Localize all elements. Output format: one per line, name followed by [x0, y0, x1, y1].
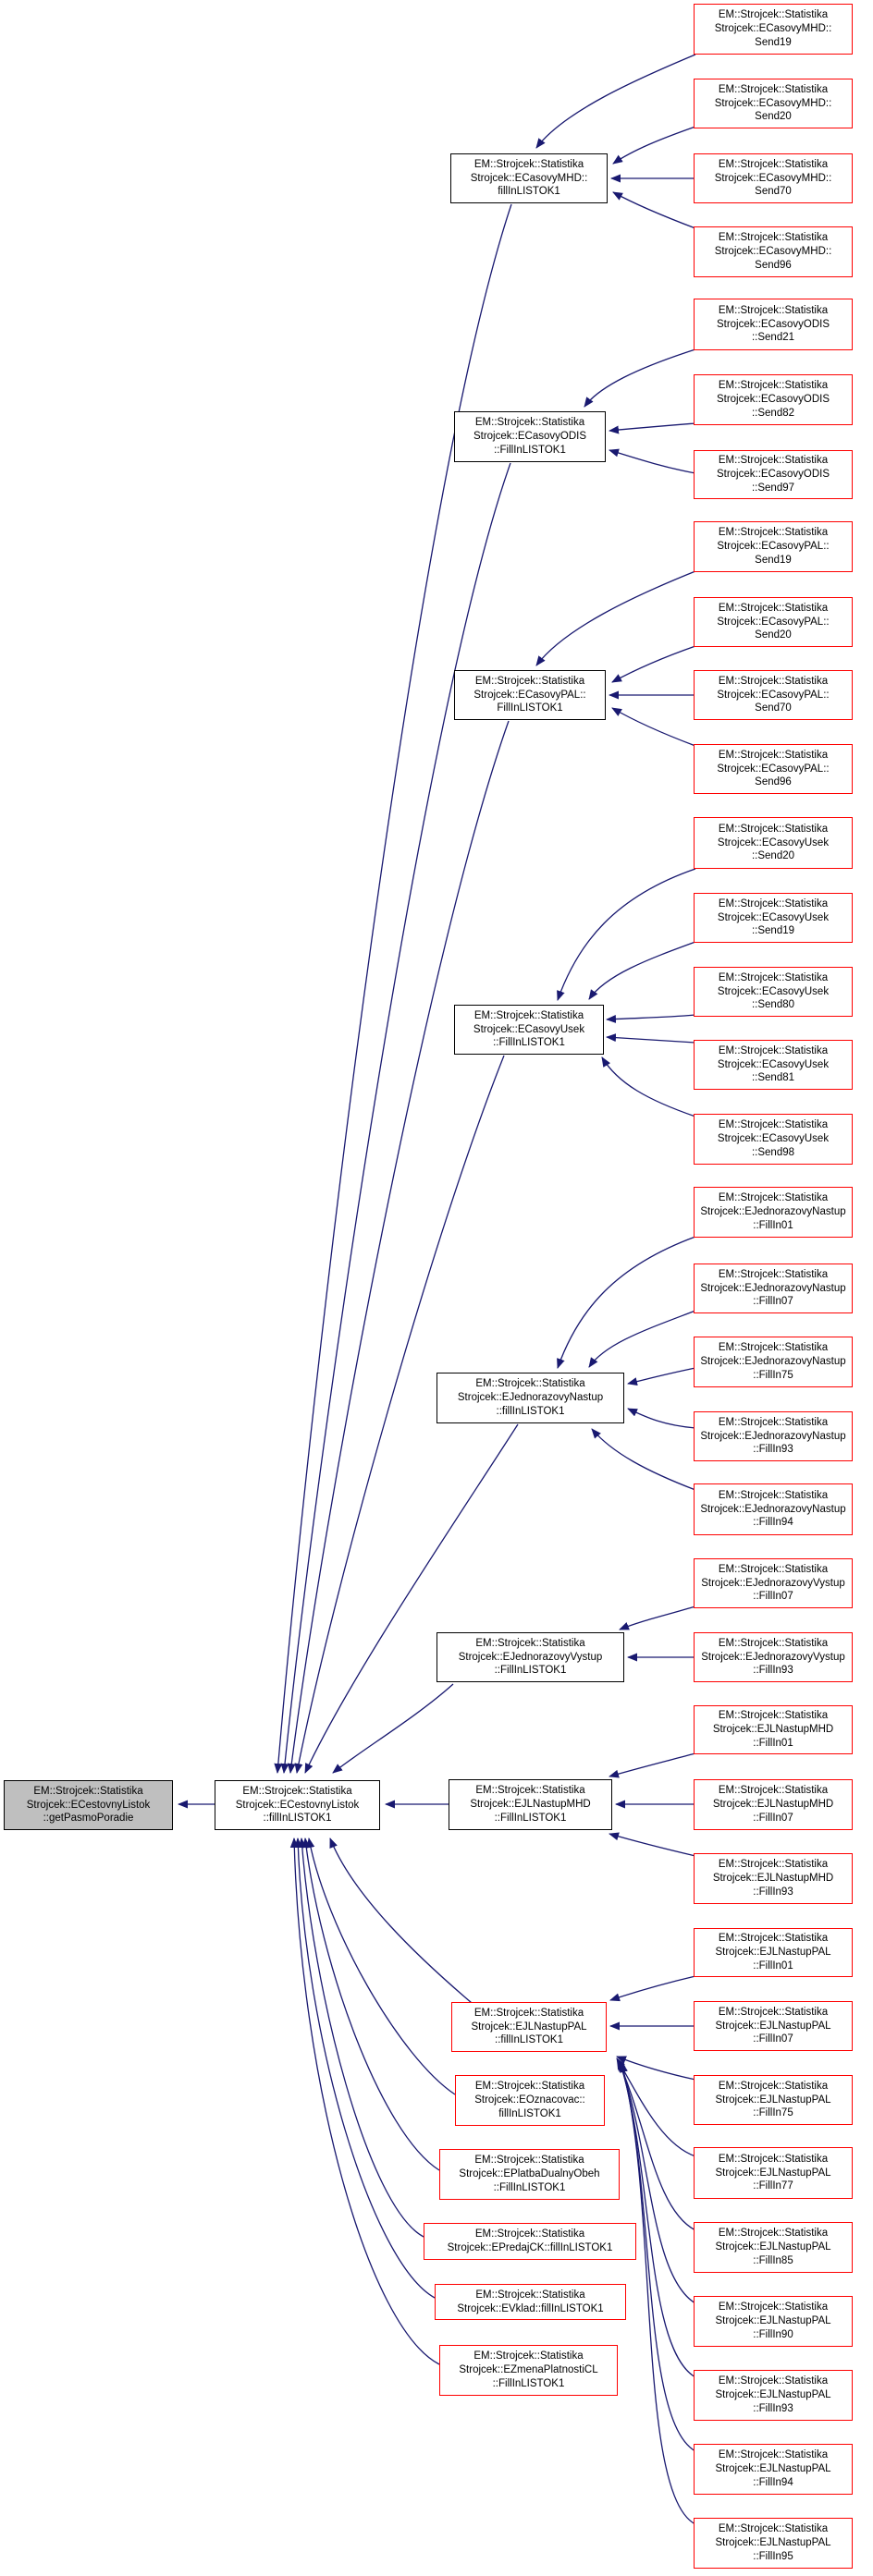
node-label-line: Strojcek::ECasovyODIS — [473, 431, 587, 443]
node-label-line: ::FillIn07 — [753, 1812, 793, 1824]
node-ejednorazovynastup-fillin07[interactable] — [694, 1264, 853, 1313]
edge-ejednorazovynastup-fillin94--ejednorazovynastup-fillinlistok1 — [592, 1429, 695, 1490]
node-label-line: EM::Strojcek::Statistika — [718, 602, 829, 614]
edge-ecasovyusek-send20--ecasovyusek-fillinlistok1 — [558, 869, 695, 1000]
node-label-line: EM::Strojcek::Statistika — [718, 1416, 829, 1428]
node-ejednorazovynastup-fillin93[interactable] — [694, 1411, 853, 1461]
edge-ejlnastuppal-fillin90--ejlnastuppal-fillinlistok1 — [619, 2060, 695, 2303]
node-label-line: EM::Strojcek::Statistika — [718, 158, 829, 170]
node-label-line: Strojcek::ECasovyPAL:: — [717, 541, 830, 553]
node-label-line: ::Send81 — [751, 1072, 795, 1084]
edge-ejlnastuppal-fillinlistok1--ecestovnylistok-fillinlistok1 — [330, 1838, 472, 2003]
node-label-line: Strojcek::EJednorazovyVystup — [458, 1651, 603, 1663]
edge-ecasovymhd-send19--ecasovymhd-fillinlistok1 — [536, 55, 695, 148]
node-label-line: EM::Strojcek::Statistika — [475, 1785, 585, 1797]
edge-ejednorazovynastup-fillin01--ejednorazovynastup-fillinlistok1 — [558, 1237, 695, 1368]
node-label-line: ::fillInLISTOK1 — [263, 1813, 332, 1825]
node-label-line: Strojcek::ECasovyODIS — [716, 394, 830, 406]
node-ecasovymhd-send96[interactable] — [694, 226, 853, 277]
node-ejlnastupmhd-fillin01[interactable] — [694, 1705, 853, 1754]
node-label-line: ::FillIn93 — [753, 2402, 793, 2414]
node-label-line: ::getPasmoPoradie — [43, 1813, 134, 1825]
node-label-line: ::FillIn07 — [753, 2033, 793, 2045]
node-label-line: Strojcek::ECestovnyListok — [26, 1799, 151, 1811]
node-ejednorazovyvystup-fillin07[interactable] — [694, 1558, 853, 1608]
node-label-line: EM::Strojcek::Statistika — [475, 1378, 585, 1390]
node-label-line: ::Send98 — [751, 1146, 795, 1158]
edge-ejednorazovynastup-fillin93--ejednorazovynastup-fillinlistok1 — [628, 1409, 695, 1428]
node-ejlnastuppal-fillin07[interactable] — [694, 2001, 853, 2051]
node-label-line: Send70 — [755, 702, 792, 714]
node-label-line: Strojcek::ECasovyODIS — [716, 318, 830, 330]
node-ejlnastupmhd-fillin07[interactable] — [694, 1779, 853, 1830]
node-ejednorazovynastup-fillin94[interactable] — [694, 1483, 853, 1535]
node-ejlnastuppal-fillin75[interactable] — [694, 2075, 853, 2125]
node-label-line: Strojcek::EJLNastupMHD — [712, 1799, 834, 1811]
node-label-line: Send20 — [755, 629, 792, 641]
node-label-line: Send70 — [755, 186, 792, 198]
node-label-line: EM::Strojcek::Statistika — [718, 2153, 829, 2165]
node-label-line: ::FillInLISTOK1 — [493, 1037, 565, 1049]
node-ejlnastupmhd-fillin93[interactable] — [694, 1853, 853, 1904]
edge-evklad-fillinlistok1--ecestovnylistok-fillinlistok1 — [298, 1838, 435, 2298]
node-ecestovnylistok-getpasmoporadie — [4, 1780, 173, 1830]
node-label-line: EM::Strojcek::Statistika — [718, 1268, 829, 1280]
node-ecasovyusek-fillinlistok1[interactable] — [454, 1005, 604, 1055]
node-label-line: EM::Strojcek::Statistika — [718, 9, 829, 21]
node-ejlnastuppal-fillin85[interactable] — [694, 2222, 853, 2273]
node-label-line: EM::Strojcek::Statistika — [718, 897, 829, 910]
node-ejednorazovyvystup-fillin93[interactable] — [694, 1632, 853, 1682]
node-label-line: fillInLISTOK1 — [498, 186, 560, 198]
edge-ecasovymhd-send20--ecasovymhd-fillinlistok1 — [613, 127, 695, 164]
node-ecasovymhd-send70[interactable] — [694, 153, 853, 203]
node-label-line: EM::Strojcek::Statistika — [33, 1785, 143, 1797]
edge-ecasovypal-send96--ecasovypal-fillinlistok1 — [612, 708, 695, 746]
node-label-line: Strojcek::EZmenaPlatnostiCL — [459, 2364, 598, 2376]
node-label-line: ::FillIn01 — [753, 1959, 793, 1972]
node-label-line: EM::Strojcek::Statistika — [718, 749, 829, 761]
node-ecasovyodis-fillinlistok1[interactable] — [454, 411, 606, 462]
edge-ejlnastupmhd-fillin01--ejlnastupmhd-fillinlistok1 — [609, 1753, 695, 1776]
edge-eplatbadualnyobeh-fillinlistok1--ecestovnylistok-fillinlistok1 — [305, 1838, 439, 2170]
node-label-line: ::Send21 — [751, 332, 795, 344]
node-label-line: Strojcek::ECasovyPAL:: — [473, 689, 586, 701]
node-label-line: EM::Strojcek::Statistika — [718, 2006, 829, 2018]
node-label-line: Strojcek::EJLNastupMHD — [712, 1873, 834, 1885]
node-label-line: EM::Strojcek::Statistika — [474, 675, 585, 687]
node-label-line: EM::Strojcek::Statistika — [718, 971, 829, 983]
node-label-line: EM::Strojcek::Statistika — [242, 1785, 352, 1797]
node-eplatbadualnyobeh-fillinlistok1[interactable] — [439, 2149, 620, 2200]
node-label-line: Strojcek::ECasovyUsek — [717, 985, 830, 997]
edge-ejlnastuppal-fillin77--ejlnastuppal-fillinlistok1 — [617, 2058, 695, 2156]
node-label-line: ::FillIn07 — [753, 1296, 793, 1308]
node-ecestovnylistok-fillinlistok1[interactable] — [215, 1780, 380, 1830]
node-ecasovyusek-send98[interactable] — [694, 1114, 853, 1165]
node-ejlnastuppal-fillin77[interactable] — [694, 2147, 853, 2199]
node-label-line: EM::Strojcek::Statistika — [718, 1637, 829, 1649]
node-label-line: Strojcek::EVklad::fillInLISTOK1 — [457, 2302, 604, 2314]
edge-ezmenaplatnosticl-fillinlistok1--ecestovnylistok-fillinlistok1 — [294, 1838, 439, 2364]
node-ecasovyusek-send19[interactable] — [694, 893, 853, 943]
node-label-line: EM::Strojcek::Statistika — [718, 1342, 829, 1354]
node-label-line: EM::Strojcek::Statistika — [474, 2228, 585, 2240]
edge-ejednorazovyvystup-fillin07--ejednorazovyvystup-fillinlistok1 — [620, 1606, 695, 1630]
node-ejlnastuppal-fillinlistok1[interactable] — [451, 2002, 607, 2052]
node-ecasovyodis-send82[interactable] — [694, 374, 853, 425]
node-label-line: Strojcek::EJednorazovyNastup — [700, 1206, 846, 1218]
node-ejednorazovynastup-fillin75[interactable] — [694, 1337, 853, 1387]
node-label-line: Strojcek::EJednorazovyNastup — [700, 1356, 846, 1368]
node-ecasovyusek-send81[interactable] — [694, 1040, 853, 1090]
node-label-line: EM::Strojcek::Statistika — [473, 158, 584, 170]
node-ejednorazovynastup-fillinlistok1[interactable] — [436, 1373, 624, 1423]
node-label-line: EM::Strojcek::Statistika — [718, 675, 829, 687]
node-label-line: ::FillIn93 — [753, 1886, 793, 1898]
node-label-line: ::FillInLISTOK1 — [494, 444, 566, 456]
node-label-line: ::FillIn90 — [753, 2328, 793, 2340]
node-label-line: ::FillIn93 — [753, 1444, 793, 1456]
node-label-line: ::FillIn01 — [753, 1737, 793, 1749]
node-label-line: EM::Strojcek::Statistika — [718, 1119, 829, 1131]
node-label-line: EM::Strojcek::Statistika — [718, 1489, 829, 1501]
node-label-line: EM::Strojcek::Statistika — [718, 2449, 829, 2461]
node-ejednorazovyvystup-fillinlistok1[interactable] — [436, 1632, 624, 1682]
edge-eoznacovac-fillinlistok1--ecestovnylistok-fillinlistok1 — [309, 1838, 455, 2094]
node-ecasovyodis-send97[interactable] — [694, 450, 853, 499]
node-label-line: ::Send97 — [751, 482, 795, 494]
edge-ejlnastuppal-fillin75--ejlnastuppal-fillinlistok1 — [617, 2057, 695, 2080]
edge-ecasovyusek-send19--ecasovyusek-fillinlistok1 — [589, 942, 695, 999]
node-label-line: Strojcek::EJLNastupPAL — [715, 2537, 831, 2549]
node-label-line: Strojcek::ECasovyODIS — [716, 469, 830, 481]
edge-ejlnastuppal-fillin01--ejlnastuppal-fillinlistok1 — [610, 1976, 695, 2000]
node-label-line: ::FillInLISTOK1 — [492, 2377, 565, 2389]
node-label-line: Strojcek::ECasovyMHD:: — [714, 23, 832, 35]
node-ejlnastuppal-fillin01[interactable] — [694, 1928, 853, 1977]
node-eoznacovac-fillinlistok1[interactable] — [455, 2075, 605, 2126]
node-label-line: ::FillInLISTOK1 — [494, 1665, 567, 1677]
node-label-line: Strojcek::EJLNastupPAL — [715, 2241, 831, 2253]
node-label-line: Strojcek::EJLNastupPAL — [715, 2020, 831, 2032]
node-label-line: Strojcek::ECasovyMHD:: — [714, 97, 832, 109]
node-ecasovypal-fillinlistok1[interactable] — [454, 670, 606, 720]
node-ejlnastupmhd-fillinlistok1[interactable] — [449, 1779, 612, 1830]
node-label-line: Strojcek::EJLNastupMHD — [470, 1799, 591, 1811]
edge-ecasovypal-send20--ecasovypal-fillinlistok1 — [612, 646, 695, 682]
node-label-line: ::FillIn95 — [753, 2550, 793, 2562]
node-ecasovymhd-fillinlistok1[interactable] — [450, 153, 608, 203]
node-label-line: Strojcek::EJLNastupPAL — [715, 2389, 831, 2401]
node-label-line: Strojcek::EJednorazovyNastup — [700, 1282, 846, 1294]
node-label-line: EM::Strojcek::Statistika — [718, 823, 829, 835]
node-label-line: Strojcek::ECasovyUsek — [717, 1133, 830, 1145]
node-label-line: EM::Strojcek::Statistika — [718, 2375, 829, 2387]
node-label-line: Send96 — [755, 776, 792, 788]
node-label-line: Strojcek::ECasovyMHD:: — [714, 246, 832, 258]
node-label-line: Send19 — [755, 36, 792, 48]
node-label-line: Strojcek::EJLNastupPAL — [715, 2463, 831, 2475]
edge-ecasovyodis-send21--ecasovyodis-fillinlistok1 — [584, 349, 695, 407]
node-label-line: EM::Strojcek::Statistika — [473, 2350, 584, 2362]
node-label-line: Strojcek::EJednorazovyNastup — [457, 1392, 604, 1404]
node-label-line: EM::Strojcek::Statistika — [473, 2007, 584, 2019]
node-label-line: EM::Strojcek::Statistika — [474, 2155, 584, 2167]
edge-ejednorazovynastup-fillin07--ejednorazovynastup-fillinlistok1 — [589, 1311, 695, 1367]
edge-ejlnastupmhd-fillin93--ejlnastupmhd-fillinlistok1 — [609, 1834, 695, 1856]
edge-ejlnastuppal-fillin85--ejlnastuppal-fillinlistok1 — [618, 2059, 695, 2230]
node-label-line: Strojcek::ECasovyUsek — [717, 911, 830, 923]
node-label-line: EM::Strojcek::Statistika — [475, 2289, 585, 2301]
node-label-line: EM::Strojcek::Statistika — [718, 1563, 829, 1575]
node-label-line: EM::Strojcek::Statistika — [474, 2081, 585, 2093]
node-ejlnastuppal-fillin94[interactable] — [694, 2444, 853, 2495]
node-label-line: ::FillIn01 — [753, 1219, 793, 1231]
edge-epredajck-fillinlistok1--ecestovnylistok-fillinlistok1 — [301, 1838, 424, 2237]
node-label-line: Strojcek::ECasovyUsek — [717, 1058, 830, 1070]
node-ecasovypal-send19[interactable] — [694, 521, 853, 572]
node-evklad-fillinlistok1[interactable] — [435, 2284, 626, 2320]
edge-ejednorazovyvystup-fillinlistok1--ecestovnylistok-fillinlistok1 — [333, 1684, 453, 1773]
node-ecasovypal-send70[interactable] — [694, 670, 853, 720]
node-label-line: ::FillIn77 — [753, 2180, 793, 2192]
node-label-line: Strojcek::ECestovnyListok — [235, 1799, 360, 1811]
node-label-line: ::FillIn75 — [753, 2107, 793, 2119]
node-label-line: ::FillIn07 — [753, 1591, 793, 1603]
node-label-line: EM::Strojcek::Statistika — [718, 2301, 829, 2314]
edge-ejednorazovynastup-fillin75--ejednorazovynastup-fillinlistok1 — [628, 1368, 695, 1384]
node-label-line: ::Send19 — [751, 925, 795, 937]
node-label-line: Strojcek::ECasovyUsek — [717, 836, 830, 848]
node-label-line: EM::Strojcek::Statistika — [474, 417, 585, 429]
node-label-line: EM::Strojcek::Statistika — [718, 1710, 829, 1722]
node-ecasovyusek-send20[interactable] — [694, 817, 853, 869]
node-label-line: Strojcek::EJLNastupPAL — [715, 2094, 831, 2106]
node-label-line: Strojcek::ECasovyMHD:: — [470, 172, 588, 184]
node-label-line: EM::Strojcek::Statistika — [718, 304, 829, 316]
node-label-line: ::FillIn75 — [753, 1369, 793, 1381]
node-label-line: ::Send20 — [751, 850, 795, 862]
node-label-line: Strojcek::EJednorazovyNastup — [700, 1503, 846, 1515]
node-label-line: Send19 — [755, 554, 792, 566]
node-label-line: ::FillInLISTOK1 — [493, 2181, 566, 2193]
node-label-line: Strojcek::ECasovyUsek — [473, 1023, 585, 1035]
edge-ecasovyodis-send82--ecasovyodis-fillinlistok1 — [609, 423, 695, 431]
node-label-line: fillInLISTOK1 — [498, 2107, 561, 2119]
node-label-line: Strojcek::ECasovyPAL:: — [717, 616, 830, 628]
node-ejednorazovynastup-fillin01[interactable] — [694, 1187, 853, 1238]
node-label-line: ::Send80 — [751, 999, 795, 1011]
node-label-line: ::FillIn85 — [753, 2254, 793, 2266]
node-ecasovypal-send20[interactable] — [694, 597, 853, 647]
node-label-line: EM::Strojcek::Statistika — [718, 1192, 829, 1204]
node-label-line: EM::Strojcek::Statistika — [718, 2080, 829, 2092]
node-label-line: Strojcek::EJLNastupPAL — [715, 2167, 831, 2179]
node-label-line: ::Send82 — [751, 407, 795, 419]
node-ecasovypal-send96[interactable] — [694, 744, 853, 794]
edge-ecasovyusek-send80--ecasovyusek-fillinlistok1 — [607, 1015, 695, 1019]
node-label-line: Strojcek::ECasovyPAL:: — [717, 689, 830, 701]
node-label-line: Strojcek::ECasovyPAL:: — [717, 763, 830, 775]
node-label-line: Strojcek::EJLNastupPAL — [471, 2021, 587, 2033]
node-label-line: EM::Strojcek::Statistika — [718, 1785, 829, 1797]
edge-ecasovyusek-send81--ecasovyusek-fillinlistok1 — [607, 1037, 695, 1043]
node-label-line: Strojcek::EJLNastupPAL — [715, 1947, 831, 1959]
node-ezmenaplatnosticl-fillinlistok1[interactable] — [439, 2345, 618, 2396]
node-label-line: Strojcek::EJednorazovyVystup — [701, 1577, 845, 1589]
node-label-line: Strojcek::EOznacovac:: — [474, 2094, 585, 2106]
node-label-line: Strojcek::EJednorazovyVystup — [701, 1651, 845, 1663]
node-label-line: Send20 — [755, 111, 792, 123]
edge-ecasovyodis-send97--ecasovyodis-fillinlistok1 — [609, 450, 695, 473]
node-label-line: EM::Strojcek::Statistika — [718, 2228, 829, 2240]
node-label-line: EM::Strojcek::Statistika — [473, 1009, 584, 1021]
node-label-line: EM::Strojcek::Statistika — [718, 83, 829, 95]
node-label-line: EM::Strojcek::Statistika — [718, 1044, 829, 1056]
node-epredajck-fillinlistok1[interactable] — [424, 2223, 636, 2260]
node-label-line: ::FillInLISTOK1 — [494, 1812, 567, 1824]
node-ejlnastuppal-fillin93[interactable] — [694, 2370, 853, 2421]
node-label-line: Strojcek::EPredajCK::fillInLISTOK1 — [447, 2242, 613, 2253]
node-label-line: ::fillInLISTOK1 — [496, 1405, 565, 1417]
node-label-line: Strojcek::EJLNastupMHD — [712, 1724, 834, 1736]
node-ecasovyodis-send21[interactable] — [694, 299, 853, 350]
node-label-line: FillInLISTOK1 — [497, 702, 563, 714]
node-label-line: ::FillIn94 — [753, 1517, 793, 1529]
node-label-line: EM::Strojcek::Statistika — [718, 527, 829, 539]
edge-ecasovyodis-fillinlistok1--ecestovnylistok-fillinlistok1 — [284, 463, 510, 1773]
node-label-line: Strojcek::EJLNastupPAL — [715, 2315, 831, 2327]
node-label-line: Strojcek::EPlatbaDualnyObeh — [459, 2168, 600, 2180]
node-ecasovyusek-send80[interactable] — [694, 967, 853, 1017]
edge-ecasovypal-send19--ecasovypal-fillinlistok1 — [536, 571, 695, 665]
node-label-line: EM::Strojcek::Statistika — [475, 1637, 585, 1649]
node-ecasovymhd-send19[interactable] — [694, 4, 853, 55]
node-label-line: ::fillInLISTOK1 — [495, 2034, 563, 2046]
node-ejlnastuppal-fillin95[interactable] — [694, 2518, 853, 2569]
node-label-line: EM::Strojcek::Statistika — [718, 1933, 829, 1945]
edge-ecasovymhd-send96--ecasovymhd-fillinlistok1 — [613, 192, 695, 228]
node-label-line: EM::Strojcek::Statistika — [718, 455, 829, 467]
node-label-line: EM::Strojcek::Statistika — [718, 380, 829, 392]
edge-ecasovyusek-send98--ecasovyusek-fillinlistok1 — [602, 1057, 695, 1117]
node-label-line: EM::Strojcek::Statistika — [718, 232, 829, 244]
node-label-line: ::FillIn94 — [753, 2476, 793, 2488]
edge-ecasovypal-fillinlistok1--ecestovnylistok-fillinlistok1 — [290, 721, 509, 1773]
node-label-line: EM::Strojcek::Statistika — [718, 2523, 829, 2535]
node-label-line: ::FillIn93 — [753, 1665, 793, 1677]
node-label-line: EM::Strojcek::Statistika — [718, 1859, 829, 1871]
node-label-line: Send96 — [755, 259, 792, 271]
node-label-line: Strojcek::ECasovyMHD:: — [714, 172, 832, 184]
node-label-line: Strojcek::EJednorazovyNastup — [700, 1430, 846, 1442]
node-ecasovymhd-send20[interactable] — [694, 79, 853, 128]
node-ejlnastuppal-fillin90[interactable] — [694, 2296, 853, 2347]
